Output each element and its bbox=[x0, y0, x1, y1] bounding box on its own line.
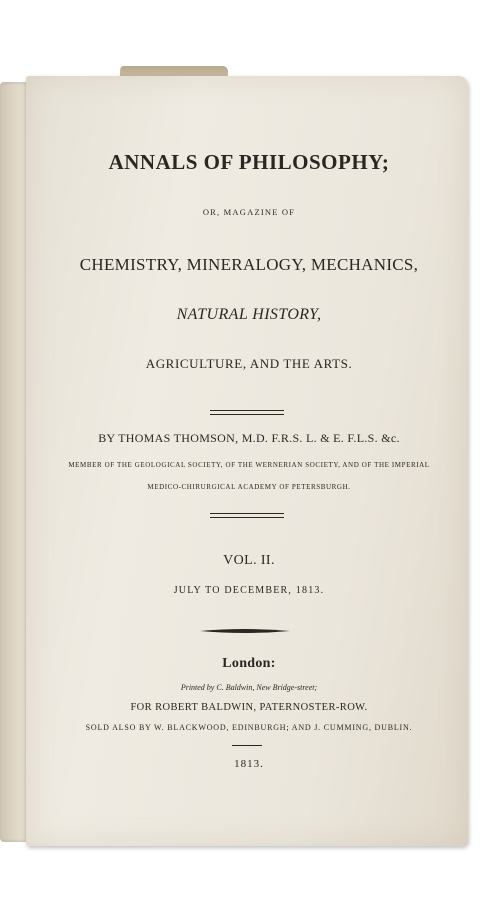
volume-number: VOL. II. bbox=[223, 553, 275, 568]
double-rule-mid-b bbox=[210, 517, 284, 518]
subject-line-3: AGRICULTURE, AND THE ARTS. bbox=[145, 356, 353, 371]
book-title: ANNALS OF PHILOSOPHY; bbox=[108, 150, 390, 174]
double-rule-top-a bbox=[210, 410, 284, 411]
double-rule-mid-a bbox=[210, 513, 284, 514]
sellers-line: SOLD ALSO BY W. BLACKWOOD, EDINBURGH; AND J. CUMMING, DUBLIN. bbox=[85, 723, 413, 732]
imprint-city: London: bbox=[222, 656, 276, 671]
author-line: BY THOMAS THOMSON, M.D. F.R.S. L. & E. F.L.S. &c. bbox=[98, 431, 400, 445]
publisher-line: FOR ROBERT BALDWIN, PATERNOSTER-ROW. bbox=[130, 702, 368, 713]
date-range: JULY TO DECEMBER, 1813. bbox=[173, 585, 325, 596]
printer-line: Printed by C. Baldwin, New Bridge-street; bbox=[180, 683, 318, 692]
membership-line-1: MEMBER OF THE GEOLOGICAL SOCIETY, OF THE WERNERIAN SOCIETY, AND OF THE IMPERIAL bbox=[68, 461, 430, 469]
small-rule bbox=[232, 745, 262, 746]
ornamental-rule-icon bbox=[200, 628, 290, 634]
membership-line-2: MEDICO-CHIRURGICAL ACADEMY OF PETERSBURGH. bbox=[147, 483, 351, 491]
double-rule-top-b bbox=[210, 414, 284, 415]
subject-line-2: NATURAL HISTORY, bbox=[176, 306, 322, 323]
subject-line-1: CHEMISTRY, MINERALOGY, MECHANICS, bbox=[79, 255, 419, 274]
publication-year: 1813. bbox=[234, 758, 264, 770]
book-subtitle: OR, MAGAZINE OF bbox=[202, 207, 296, 217]
